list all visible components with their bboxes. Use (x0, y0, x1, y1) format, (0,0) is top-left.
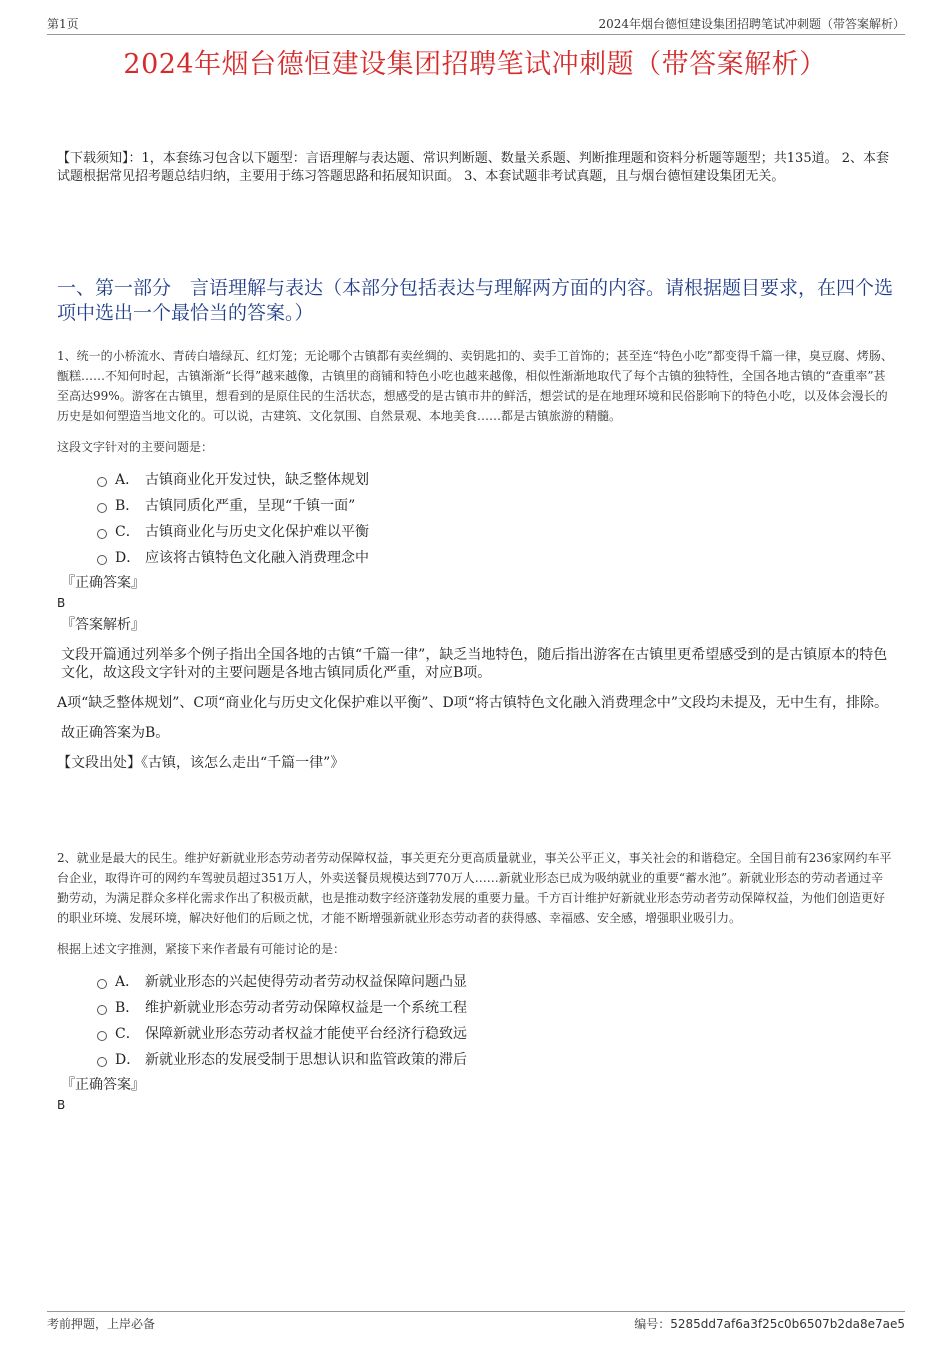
question-2-text: 2、就业是最大的民生。维护好新就业形态劳动者劳动保障权益，事关更充分更高质量就业，事关公平正义，事关社会的和谐稳定。全国目前有236家网约车平台企业，取得许可的网约车驾驶员超过351万人，外卖送餐员规模达到770万人……新就业形态已成为吸纳就业的重要“蓄水池”。新就业形态的劳动者通过辛勤劳动，为满足群众多样化需求作出了积极贡献，也是推动数字经济蓬勃发展的重要力量。千方百计维护好新就业形态劳动者劳动保障权益，为他们创造更好的职业环境、发展环境，解决好他们的后顾之忧，才能不断增强新就业形态劳动者的获得感、幸福感、安全感，增强职业吸引力。 (57, 851, 892, 925)
download-notice: 【下载须知】：1，本套练习包含以下题型：言语理解与表达题、常识判断题、数量关系题、判断推理题和资料分析题等题型；共135道。 2、本套试题根据常见招考题总结归纳，主要用于练习答题思路和拓展知识面。 3、本套试题非考试真题，且与烟台德恒建设集团无关。 (57, 151, 889, 184)
section-title: 一、第一部分 言语理解与表达（本部分包括表达与理解两方面的内容。请根据题目要求，在四个选项中选出一个最恰当的答案。） (57, 277, 894, 324)
analysis-paragraph: A项“缺乏整体规划”、C项“商业化与历史文化保护难以平衡”、D项“将古镇特色文化融入消费理念中”文段均未提及，无中生有，排除。 (57, 695, 888, 711)
radio-icon[interactable] (97, 529, 107, 539)
question-1-options (97, 466, 895, 570)
question-2-options (97, 968, 895, 1072)
option-text: 古镇商业化与历史文化保护难以平衡 (145, 524, 369, 540)
option-d[interactable] (97, 544, 895, 570)
option-text: 新就业形态的发展受制于思想认识和监管政策的滞后 (145, 1052, 467, 1068)
header-doc-name: 2024年烟台德恒建设集团招聘笔试冲刺题（带答案解析） (598, 17, 905, 31)
source-citation: 【文段出处】《古镇，该怎么走出“千篇一律”》 (57, 755, 345, 771)
option-text: 维护新就业形态劳动者劳动保障权益是一个系统工程 (145, 1000, 467, 1016)
option-text: 新就业形态的兴起使得劳动者劳动权益保障问题凸显 (145, 974, 467, 990)
question-2-prompt: 根据上述文字推测，紧接下来作者最有可能讨论的是： (57, 942, 346, 956)
radio-icon[interactable] (97, 555, 107, 565)
radio-icon[interactable] (97, 1057, 107, 1067)
option-letter: C． (115, 524, 140, 540)
radio-icon[interactable] (97, 1005, 107, 1015)
question-1-prompt: 这段文字针对的主要问题是： (57, 440, 214, 454)
radio-icon[interactable] (97, 503, 107, 513)
option-b[interactable] (97, 994, 895, 1020)
option-letter: A． (115, 974, 140, 990)
document-code (634, 1315, 905, 1332)
page-header (47, 12, 905, 35)
option-letter: A． (115, 472, 140, 488)
radio-icon[interactable] (97, 477, 107, 487)
correct-answer: B (57, 596, 66, 610)
option-c[interactable] (97, 1020, 895, 1046)
page-number: 第1页 (47, 17, 79, 31)
option-letter: B． (115, 1000, 140, 1016)
code-value: 5285dd7af6a3f25c0b6507b2da8e7ae5 (670, 1317, 905, 1331)
option-b[interactable] (97, 492, 895, 518)
radio-icon[interactable] (97, 1031, 107, 1041)
analysis (57, 646, 895, 772)
option-letter: D． (115, 550, 141, 566)
radio-icon[interactable] (97, 979, 107, 989)
page-footer (47, 1311, 905, 1335)
option-letter: D． (115, 1052, 141, 1068)
option-text: 古镇商业化开发过快，缺乏整体规划 (145, 472, 369, 488)
analysis-paragraph: 文段开篇通过列举多个例子指出全国各地的古镇“千篇一律”，缺乏当地特色，随后指出游客在古镇里更希望感受到的是古镇原本的特色文化，故这段文字针对的主要问题是各地古镇同质化严重，对应B项。 (61, 647, 888, 681)
question-1 (57, 346, 895, 772)
question-2 (57, 848, 895, 1114)
correct-answer: B (57, 1098, 66, 1112)
footer-slogan: 考前押题，上岸必备 (47, 1317, 156, 1331)
option-text: 保障新就业形态劳动者权益才能使平台经济行稳致远 (145, 1026, 467, 1042)
option-text: 应该将古镇特色文化融入消费理念中 (145, 550, 369, 566)
option-a[interactable] (97, 968, 895, 994)
option-letter: C． (115, 1026, 140, 1042)
analysis-paragraph: 故正确答案为B。 (61, 725, 170, 741)
analysis-label: 『答案解析』 (61, 617, 145, 633)
option-d[interactable] (97, 1046, 895, 1072)
document-title: 2024年烟台德恒建设集团招聘笔试冲刺题（带答案解析） (123, 49, 827, 80)
question-1-text: 1、统一的小桥流水、青砖白墙绿瓦、红灯笼；无论哪个古镇都有卖丝绸的、卖钥匙扣的、卖手工首饰的；甚至连“特色小吃”都变得千篇一律，臭豆腐、烤肠、甑糕……不知何时起，古镇渐渐“长得”越来越像，古镇里的商铺和特色小吃也越来越像，相似性渐渐地取代了每个古镇的独特性，全国各地古镇的“查重率”甚至高达99%。游客在古镇里，想看到的是原住民的生活状态，想感受的是古镇市井的鲜活，想尝试的是在地理环境和民俗影响下的特色小吃，以及体会漫长的历史是如何塑造当地文化的。可以说，古建筑、文化氛围、自然景观、本地美食……都是古镇旅游的精髓。 (57, 349, 893, 423)
option-a[interactable] (97, 466, 895, 492)
correct-answer-label: 『正确答案』 (61, 1077, 145, 1093)
correct-answer-label: 『正确答案』 (61, 575, 145, 591)
option-text: 古镇同质化严重，呈现“千镇一面” (145, 498, 356, 514)
option-letter: B． (115, 498, 140, 514)
code-label: 编号： (634, 1317, 671, 1331)
option-c[interactable] (97, 518, 895, 544)
